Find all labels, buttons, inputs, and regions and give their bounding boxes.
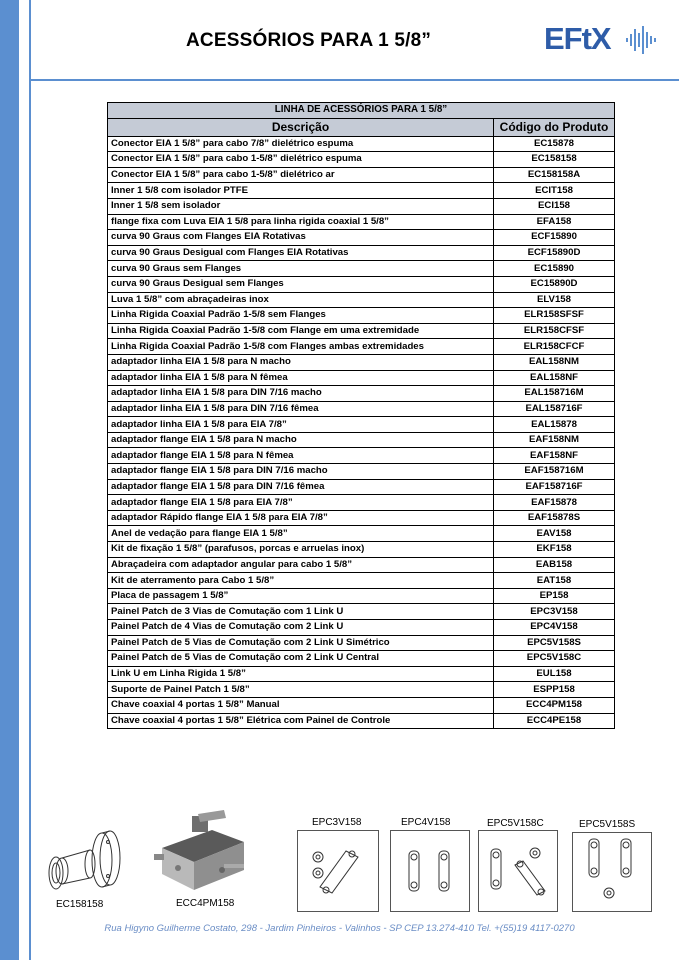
table-caption-row (108, 103, 615, 119)
product-code: EPC4V158 (494, 620, 615, 636)
table-row (108, 526, 615, 542)
table-row (108, 386, 615, 402)
product-description: Conector EIA 1 5/8” para cabo 1-5/8” dielétrico espuma (108, 152, 494, 168)
patch-panel-3-drawing (297, 830, 379, 912)
product-code: EC15878 (494, 136, 615, 152)
table-row (108, 604, 615, 620)
product-code: EC15890 (494, 261, 615, 277)
table-row (108, 354, 615, 370)
product-code: EFA158 (494, 214, 615, 230)
product-description: Chave coaxial 4 portas 1 5/8” Elétrica com Painel de Controle (108, 713, 494, 729)
product-code: EKF158 (494, 542, 615, 558)
product-description: Conector EIA 1 5/8” para cabo 1-5/8” dielétrico ar (108, 167, 494, 183)
product-code: ELR158SFSF (494, 308, 615, 324)
product-code: EC158158 (494, 152, 615, 168)
accessories-table (107, 102, 615, 729)
patch-panel-5c-drawing (478, 830, 558, 912)
table-row (108, 557, 615, 573)
product-code: ELR158CFSF (494, 323, 615, 339)
product-code: EAF158NF (494, 448, 615, 464)
product-description: adaptador Rápido flange EIA 1 5/8 para EIA 7/8” (108, 510, 494, 526)
coaxial-switch-photo (152, 808, 252, 896)
product-description: adaptador linha EIA 1 5/8 para DIN 7/16 macho (108, 386, 494, 402)
table-row (108, 666, 615, 682)
product-description: Placa de passagem 1 5/8” (108, 588, 494, 604)
table-row (108, 448, 615, 464)
product-description: adaptador flange EIA 1 5/8 para DIN 7/16 fêmea (108, 479, 494, 495)
product-description: Anel de vedação para flange EIA 1 5/8” (108, 526, 494, 542)
table-row (108, 261, 615, 277)
table-row (108, 136, 615, 152)
product-code: EAF15878 (494, 495, 615, 511)
product-code: EC15890D (494, 276, 615, 292)
product-code: EAF15878S (494, 510, 615, 526)
table-row (108, 682, 615, 698)
table-row (108, 292, 615, 308)
product-description: Chave coaxial 4 portas 1 5/8” Manual (108, 697, 494, 713)
table-row (108, 651, 615, 667)
product-description: Linha Rigida Coaxial Padrão 1-5/8 sem Flanges (108, 308, 494, 324)
product-description: adaptador linha EIA 1 5/8 para N macho (108, 354, 494, 370)
patch-panel-4-drawing (390, 830, 470, 912)
patch-panel-5s-drawing (572, 832, 652, 912)
sound-wave-icon (626, 26, 660, 54)
product-description: Suporte de Painel Patch 1 5/8” (108, 682, 494, 698)
product-description: Conector EIA 1 5/8” para cabo 7/8” dielétrico espuma (108, 136, 494, 152)
product-code: EUL158 (494, 666, 615, 682)
table-row (108, 167, 615, 183)
product-description: Inner 1 5/8 sem isolador (108, 198, 494, 214)
product-code: ECIT158 (494, 183, 615, 199)
product-code: EPC5V158S (494, 635, 615, 651)
product-code: EAB158 (494, 557, 615, 573)
left-accent-line (29, 0, 31, 960)
table-row (108, 152, 615, 168)
product-code: EAL158716M (494, 386, 615, 402)
product-description: adaptador flange EIA 1 5/8 para DIN 7/16 macho (108, 464, 494, 480)
product-description: flange fixa com Luva EIA 1 5/8 para linha rigida coaxial 1 5/8” (108, 214, 494, 230)
product-description: curva 90 Graus Desigual sem Flanges (108, 276, 494, 292)
product-code: EAL158NM (494, 354, 615, 370)
panel3-caption: EPC5V158C (487, 818, 544, 829)
table-row (108, 464, 615, 480)
product-description: curva 90 Graus com Flanges EIA Rotativas (108, 230, 494, 246)
column-header-description: Descrição (108, 118, 494, 136)
table-row (108, 432, 615, 448)
panel2-caption: EPC4V158 (401, 817, 451, 828)
table-row (108, 542, 615, 558)
product-description: adaptador flange EIA 1 5/8 para N macho (108, 432, 494, 448)
product-code: EP158 (494, 588, 615, 604)
table-header-row (108, 118, 615, 136)
connector-drawing (42, 828, 132, 898)
product-description: Luva 1 5/8” com abraçadeiras inox (108, 292, 494, 308)
product-description: Painel Patch de 5 Vias de Comutação com 2 Link U Simétrico (108, 635, 494, 651)
table-row (108, 713, 615, 729)
product-description: curva 90 Graus sem Flanges (108, 261, 494, 277)
product-code: EAF158716M (494, 464, 615, 480)
product-code: EAF158NM (494, 432, 615, 448)
table-row (108, 245, 615, 261)
table-row (108, 588, 615, 604)
product-code: ELV158 (494, 292, 615, 308)
table-row (108, 417, 615, 433)
product-code: EAL158NF (494, 370, 615, 386)
table-row (108, 183, 615, 199)
table-row (108, 479, 615, 495)
product-code: ECF15890D (494, 245, 615, 261)
connector-caption: EC158158 (56, 899, 104, 910)
table-row (108, 214, 615, 230)
product-code: EAV158 (494, 526, 615, 542)
eftx-logo (544, 20, 664, 60)
table-row (108, 308, 615, 324)
product-description: Kit de aterramento para Cabo 1 5/8” (108, 573, 494, 589)
table-row (108, 339, 615, 355)
product-code: EPC3V158 (494, 604, 615, 620)
product-code: EPC5V158C (494, 651, 615, 667)
product-code: ECF15890 (494, 230, 615, 246)
switch-caption: ECC4PM158 (176, 898, 235, 909)
logo-text: EFtX (544, 21, 611, 56)
product-code: EAF158716F (494, 479, 615, 495)
product-description: Inner 1 5/8 com isolador PTFE (108, 183, 494, 199)
column-header-code: Código do Produto (494, 118, 615, 136)
product-description: Painel Patch de 3 Vias de Comutação com 1 Link U (108, 604, 494, 620)
panel4-caption: EPC5V158S (579, 819, 636, 830)
product-code: ECC4PE158 (494, 713, 615, 729)
panel1-caption: EPC3V158 (312, 817, 362, 828)
table-row (108, 635, 615, 651)
product-description: adaptador flange EIA 1 5/8 para EIA 7/8” (108, 495, 494, 511)
product-description: Link U em Linha Rigida 1 5/8” (108, 666, 494, 682)
product-description: Linha Rigida Coaxial Padrão 1-5/8 com Flanges ambas extremidades (108, 339, 494, 355)
product-code: ELR158CFCF (494, 339, 615, 355)
table-row (108, 697, 615, 713)
table-row (108, 573, 615, 589)
product-description: Abraçadeira com adaptador angular para cabo 1 5/8” (108, 557, 494, 573)
table-caption: LINHA DE ACESSÓRIOS PARA 1 5/8” (108, 103, 615, 119)
table-row (108, 230, 615, 246)
product-description: curva 90 Graus Desigual com Flanges EIA Rotativas (108, 245, 494, 261)
table-row (108, 198, 615, 214)
product-description: adaptador linha EIA 1 5/8 para N fêmea (108, 370, 494, 386)
product-code: ECI158 (494, 198, 615, 214)
product-description: Linha Rigida Coaxial Padrão 1-5/8 com Flange em uma extremidade (108, 323, 494, 339)
product-description: adaptador flange EIA 1 5/8 para N fêmea (108, 448, 494, 464)
table-row (108, 401, 615, 417)
footer-address: Rua Higyno Guilherme Costato, 298 - Jardim Pinheiros - Valinhos - SP CEP 13.274-410 Tel. +(55)19 4117-0270 (104, 923, 575, 934)
table-row (108, 510, 615, 526)
product-code: ESPP158 (494, 682, 615, 698)
header-divider (29, 79, 679, 81)
table-row (108, 323, 615, 339)
product-code: EAL15878 (494, 417, 615, 433)
table-row (108, 620, 615, 636)
product-description: adaptador linha EIA 1 5/8 para EIA 7/8” (108, 417, 494, 433)
product-description: Painel Patch de 5 Vias de Comutação com 2 Link U Central (108, 651, 494, 667)
product-description: adaptador linha EIA 1 5/8 para DIN 7/16 fêmea (108, 401, 494, 417)
product-code: EAT158 (494, 573, 615, 589)
product-description: Kit de fixação 1 5/8” (parafusos, porcas e arruelas inox) (108, 542, 494, 558)
table-row (108, 370, 615, 386)
product-description: Painel Patch de 4 Vias de Comutação com 2 Link U (108, 620, 494, 636)
page-title: ACESSÓRIOS PARA 1 5/8” (186, 30, 432, 51)
table-row (108, 276, 615, 292)
product-code: EC158158A (494, 167, 615, 183)
product-code: EAL158716F (494, 401, 615, 417)
left-accent-bar (0, 0, 19, 960)
table-row (108, 495, 615, 511)
product-code: ECC4PM158 (494, 697, 615, 713)
